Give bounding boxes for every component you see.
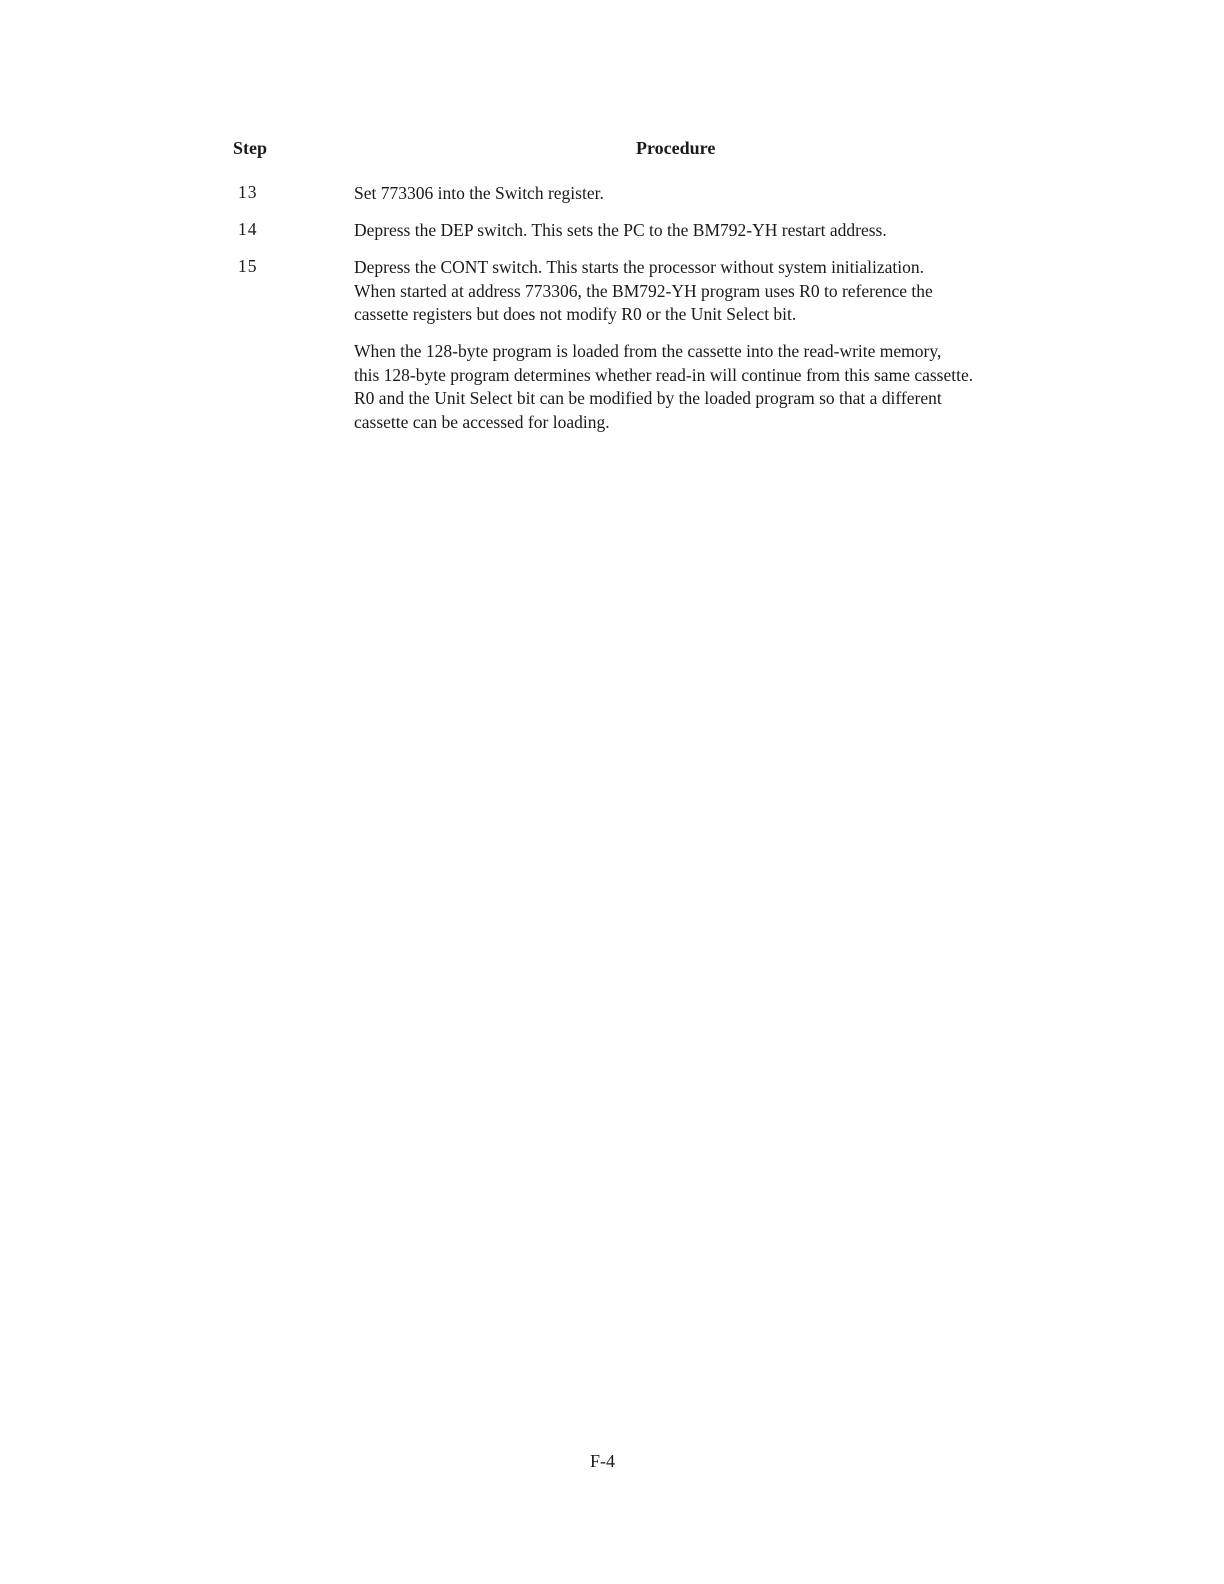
procedure-column-header: Procedure [636,138,716,158]
step-text-14: Depress the DEP switch. This sets the PC to the BM792-YH restart address. [354,220,887,240]
page-number: F-4 [590,1451,616,1471]
step-number-14: 14 [238,219,258,239]
step-number-13: 13 [238,182,258,202]
step-number-15: 15 [238,256,258,276]
step-column-header: Step [233,138,268,158]
procedure-note: When the 128-byte program is loaded from the cassette into the read-write memory, this 128-byte program determines whether read-in will continue from this same cassette. R0 and the Unit Select bit can be modified by the loaded program so that a different cassette can be accessed for loading. [354,341,974,432]
step-text-15: Depress the CONT switch. This starts the processor without system initialization. When started at address 773306, the BM792-YH program uses R0 to reference the cassette registers but does not modify R0 or the Unit Select bit. [354,257,933,324]
step-text-13: Set 773306 into the Switch register. [354,183,604,203]
